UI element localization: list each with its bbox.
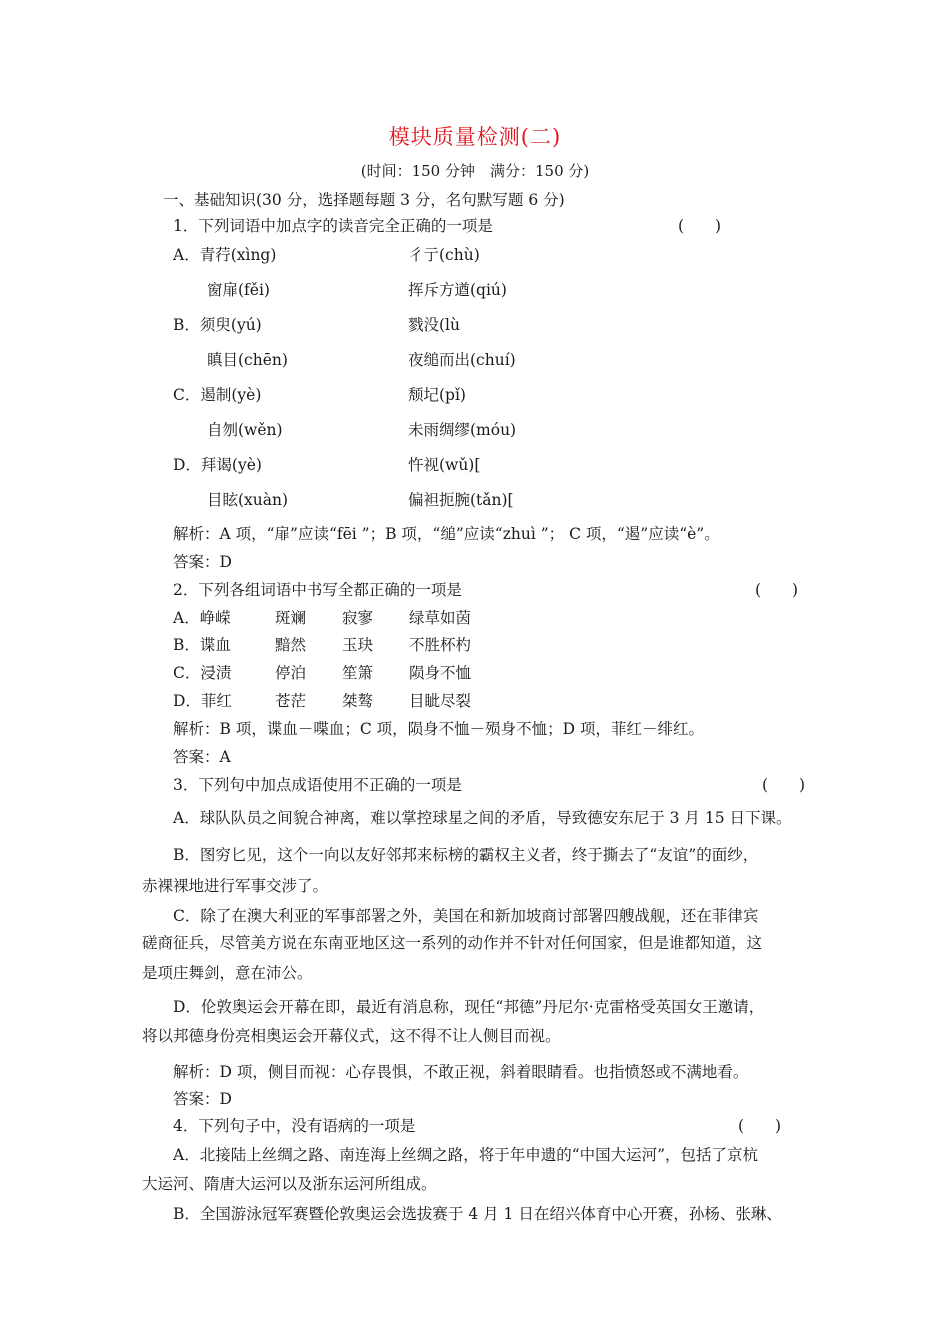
q1-option-d4: 偏袒扼腕(tǎn)[: [408, 491, 514, 509]
q2-option-a-4: 绿草如茵: [409, 609, 472, 627]
q1-option-a2: 彳亍(chù): [408, 246, 480, 264]
q2-answer-blank: ( ): [755, 581, 799, 599]
q1-option-b1: B．须臾(yú): [173, 316, 262, 334]
q1-option-c1: C．遏制(yè): [173, 386, 262, 404]
q1-option-c4: 未雨绸缪(móu): [408, 421, 517, 439]
q3-option-c-line3: 是项庄舞剑，意在沛公。: [142, 964, 313, 982]
q4-option-a-line2: 大运河、隋唐大运河以及浙东运河所组成。: [142, 1175, 437, 1193]
q2-option-a-2: 斑斓: [275, 609, 307, 627]
q3-option-d-line1: D．伦敦奥运会开幕在即，最近有消息称，现任“邦德”丹尼尔·克雷格受英国女王邀请，: [173, 998, 765, 1016]
q1-answer-blank: ( ): [678, 217, 722, 235]
q1-option-c2: 颓圮(pǐ): [408, 386, 466, 404]
q1-option-b4: 夜缒而出(chuí): [408, 351, 516, 369]
q3-answer-blank: ( ): [762, 776, 806, 794]
q1-option-b3: 瞋目(chēn): [207, 351, 288, 369]
q3-option-b-line2: 赤裸裸地进行军事交涉了。: [142, 877, 329, 895]
q1-analysis: 解析：A 项，“扉”应读“fēi ”；B 项，“缒”应读“zhuì ”； C 项，“遏”应读“è”。: [173, 525, 720, 543]
q2-option-b-3: 玉玦: [342, 636, 374, 654]
exam-time-score: (时间：150 分钟 满分：150 分): [360, 162, 590, 180]
page-title: 模块质量检测(二): [388, 125, 562, 149]
q2-option-a-3: 寂寥: [342, 609, 374, 627]
q4-option-b-line1: B．全国游泳冠军赛暨伦敦奥运会选拔赛于 4 月 1 日在绍兴体育中心开赛，孙杨、张琳、: [173, 1205, 782, 1223]
q1-option-a1: A．青荇(xìng): [173, 246, 277, 264]
q3-option-b-line1: B．图穷匕见，这个一向以友好邻邦来标榜的霸权主义者，终于撕去了“友谊”的面纱，: [173, 846, 759, 864]
q2-option-c-2: 停泊: [275, 664, 307, 682]
q3-answer: 答案：D: [173, 1090, 232, 1108]
q4-stem: 4．下列句子中，没有语病的一项是: [173, 1117, 416, 1135]
q2-option-d-1: D．菲红: [173, 692, 232, 710]
q2-option-c-4: 陨身不恤: [409, 664, 472, 682]
q2-option-d-2: 苍茫: [275, 692, 307, 710]
q2-option-b-4: 不胜杯杓: [409, 636, 472, 654]
q1-option-d2: 忤视(wǔ)[: [408, 456, 481, 474]
q3-analysis: 解析：D 项，侧目而视：心存畏惧，不敢正视，斜着眼睛看。也指愤怒或不满地看。: [173, 1063, 749, 1081]
q4-answer-blank: ( ): [738, 1117, 782, 1135]
q2-option-d-4: 目眦尽裂: [409, 692, 472, 710]
q1-option-d1: D．拜谒(yè): [173, 456, 262, 474]
q4-option-a-line1: A．北接陆上丝绸之路、南连海上丝绸之路，将于年申遗的“中国大运河”，包括了京杭: [173, 1146, 759, 1164]
q1-option-a3: 窗扉(fěi): [207, 281, 270, 299]
q3-option-d-line2: 将以邦德身份亮相奥运会开幕仪式，这不得不让人侧目而视。: [142, 1027, 561, 1045]
q3-option-a: A．球队队员之间貌合神离，难以掌控球星之间的矛盾，导致德安东尼于 3 月 15 日下课。: [173, 809, 792, 827]
q1-option-c3: 自刎(wěn): [207, 421, 283, 439]
q1-answer: 答案：D: [173, 553, 232, 571]
q2-option-c-3: 笙箫: [342, 664, 374, 682]
q1-option-b2: 戮没(lù: [408, 316, 460, 334]
q3-stem: 3．下列句中加点成语使用不正确的一项是: [173, 776, 462, 794]
q2-answer: 答案：A: [173, 748, 231, 766]
q2-option-d-3: 桀骜: [342, 692, 374, 710]
section-heading: 一、基础知识(30 分，选择题每题 3 分，名句默写题 6 分): [163, 191, 565, 209]
q1-stem: 1．下列词语中加点字的读音完全正确的一项是: [173, 217, 493, 235]
q3-option-c-line1: C．除了在澳大利亚的军事部署之外，美国在和新加坡商讨部署四艘战舰，还在菲律宾: [173, 907, 759, 925]
q2-option-c-1: C．浸渍: [173, 664, 232, 682]
q2-analysis: 解析：B 项，谍血－喋血；C 项，陨身不恤－殒身不恤；D 项，菲红－绯红。: [173, 720, 704, 738]
q1-option-a4: 挥斥方遒(qiú): [408, 281, 507, 299]
q2-option-a-1: A．峥嵘: [173, 609, 231, 627]
q2-stem: 2．下列各组词语中书写全都正确的一项是: [173, 581, 462, 599]
q1-option-d3: 目眩(xuàn): [207, 491, 289, 509]
q2-option-b-2: 黯然: [275, 636, 307, 654]
q2-option-b-1: B．谍血: [173, 636, 231, 654]
q3-option-c-line2: 磋商征兵，尽管美方说在东南亚地区这一系列的动作并不针对任何国家，但是谁都知道，这: [142, 934, 763, 952]
